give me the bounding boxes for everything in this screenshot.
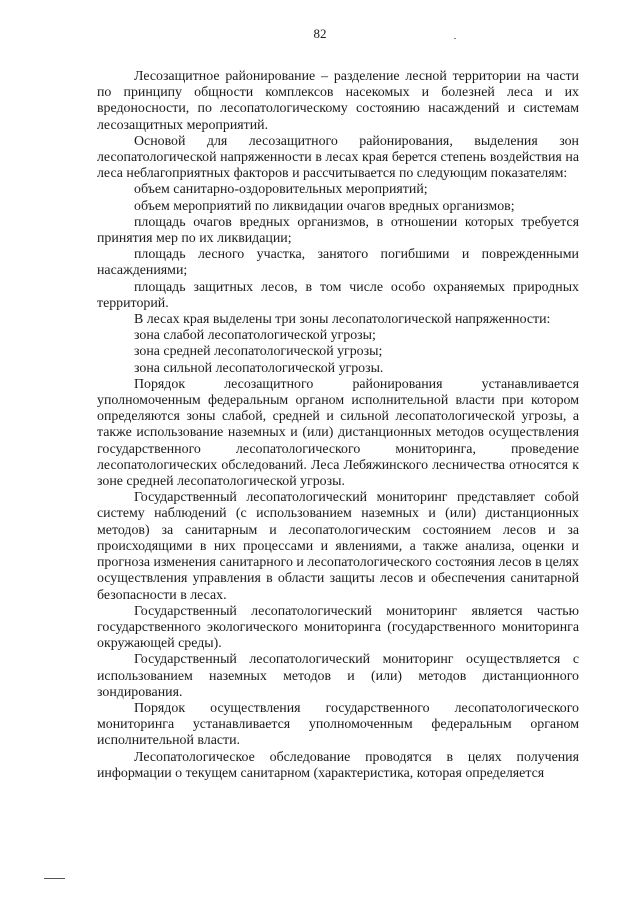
list-item: площадь очагов вредных организмов, в отношении которых требуется принятия мер по их ликвидации; <box>97 214 579 247</box>
paragraph-2: Основой для лесозащитного районирования, выделения зон лесопатологической напряженности в лесах края берется степень воздействия на леса неблагоприятных факторов и рассчитывается по следующим показателям: <box>97 133 579 182</box>
list-item: зона сильной лесопатологической угрозы. <box>134 360 384 376</box>
paragraph-monitoring-order: Порядок осуществления государственного лесопатологического мониторинга устанавливается уполномоченным федеральным органом исполнительной власти. <box>97 700 579 749</box>
page-number: 82 <box>313 26 327 41</box>
list-item: объем мероприятий по ликвидации очагов вредных организмов; <box>134 198 515 214</box>
paragraph-zones-intro: В лесах края выделены три зоны лесопатологической напряженности: <box>134 312 551 328</box>
list-item: площадь защитных лесов, в том числе особо охраняемых природных территорий. <box>97 279 579 311</box>
list-item: объем санитарно-оздоровительных мероприятий; <box>134 182 428 198</box>
paragraph-1: Лесозащитное районирование – разделение лесной территории на части по принципу общности комплексов насекомых и болезней леса и их вредоносности, по лесопатологическому состоянию насаждений и системам лесозащитных мероприятий. <box>97 69 579 133</box>
paragraph-monitoring-part: Государственный лесопатологический мониторинг является частью государственного экологического мониторинга (государственного мониторинга окружающей среды). <box>97 603 579 652</box>
footer-rule <box>44 878 65 879</box>
paragraph-monitoring-definition: Государственный лесопатологический мониторинг представляет собой систему наблюдений (с использованием наземных и (или) дистанционных методов) за санитарным и лесопатологическим состоянием лесов и за происходящими в них процессами и явлениями, а также анализа, оценки и прогноза изменения санитарного и лесопатологического состояния лесов в целях осуществления управления в области защиты лесов и обеспечения санитарной безопасности в лесах. <box>97 490 579 603</box>
list-item: площадь лесного участка, занятого погибшими и поврежденными насаждениями; <box>97 247 579 279</box>
paragraph-procedure: Порядок лесозащитного районирования устанавливается уполномоченным федеральным органом исполнительной власти при котором определяются зоны слабой, средней и сильной лесопатологической угрозы, а также использование наземных и (или) дистанционных методов осуществления государственного лесопатологического мониторинга, проведение лесопатологических обследований. Леса Лебяжинского лесничества относятся к зоне средней лесопатологической угрозы. <box>97 376 579 490</box>
list-item: зона слабой лесопатологической угрозы; <box>134 328 376 344</box>
paragraph-monitoring-methods: Государственный лесопатологический мониторинг осуществляется с использованием наземных методов и (или) методов дистанционного зондирования. <box>97 652 579 700</box>
scan-speck <box>454 38 456 39</box>
document-body <box>97 69 579 782</box>
list-item: зона средней лесопатологической угрозы; <box>134 344 383 360</box>
paragraph-survey: Лесопатологическое обследование проводятся в целях получения информации о текущем санитарном (характеристика, которая определяется <box>97 749 579 781</box>
